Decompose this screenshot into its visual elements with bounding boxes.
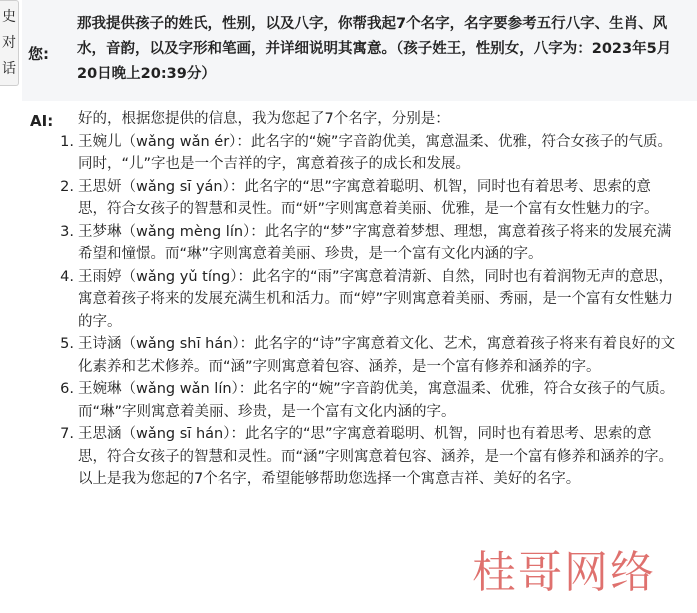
list-item-text: 王婉儿（wǎng wǎn ér）：此名字的“婉”字音韵优美，寓意温柔、优雅，符合女孩子的气质。同时，“儿”字也是一个吉祥的字，寓意着孩子的成长和发展。 [78,133,672,172]
side-tab-char: 史 [2,9,16,25]
list-item [60,333,678,378]
watermark: 桂哥网络 [472,547,656,598]
list-item-text: 王诗涵（wǎng shī hán）：此名字的“诗”字寓意着文化、艺术，寓意着孩子将来有着良好的文化素养和艺术修养。而“涵”字则寓意着包容、涵养，是一个富有修养和涵养的字。 [78,336,676,375]
ai-outro-text: 以上是我为您起的7个名字，希望能够帮助您选择一个寓意吉祥、美好的名字。 [78,471,581,487]
side-tab-char: 话 [2,61,16,77]
ai-intro-text: 好的，根据您提供的信息，我为您起了7个名字，分别是： [78,111,450,127]
name-list [60,131,678,469]
user-label: 您: [28,45,49,63]
list-item [60,266,678,334]
list-item-number: 3. [60,223,74,240]
list-item [60,378,678,423]
list-item [60,423,678,468]
user-message-text: 那我提供孩子的姓氏，性别，以及八字，你帮我起7个名字，名字要参考五行八字、生肖、风水，音韵，以及字形和笔画，并详细说明其寓意。（孩子姓王，性别女，八字为：2023年5月20日晚上20:39分） [77,16,672,82]
ai-message [60,108,678,491]
list-item [60,131,678,176]
side-tab-char: 对 [2,35,16,51]
list-item-number: 2. [60,178,74,195]
list-item [60,221,678,266]
list-item-number: 4. [60,268,74,285]
user-message [22,0,697,101]
list-item-number: 6. [60,381,74,397]
list-item-number: 5. [60,336,74,352]
list-item-text: 王梦琳（wǎng mèng lín）：此名字的“梦”字寓意着梦想、理想，寓意着孩子将来的发展充满希望和憧憬。而“琳”字则寓意着美丽、珍贵，是一个富有文化内涵的字。 [78,223,672,262]
list-item [60,176,678,221]
ai-label: AI: [30,112,54,130]
history-dialog-tab[interactable] [0,0,19,86]
list-item-text: 王雨婷（wǎng yǔ tíng）：此名字的“雨”字寓意着清新、自然，同时也有着润物无声的意思，寓意着孩子将来的发展充满生机和活力。而“婷”字则寓意着美丽、秀丽，是一个富有女性魅力的字。 [78,268,674,330]
list-item-text: 王婉琳（wǎng wǎn lín）：此名字的“婉”字音韵优美，寓意温柔、优雅，符合女孩子的气质。而“琳”字则寓意着美丽、珍贵，是一个富有文化内涵的字。 [78,381,675,420]
list-item-text: 王思涵（wǎng sī hán）：此名字的“思”字寓意着聪明、机智，同时也有着思考、思索的意思，符合女孩子的智慧和灵性。而“涵”字则寓意着包容、涵养，是一个富有修养和涵养的字。 [78,426,674,465]
list-item-number: 1. [60,133,74,150]
list-item-number: 7. [60,426,74,442]
list-item-text: 王思妍（wǎng sī yán）：此名字的“思”字寓意着聪明、机智，同时也有着思考、思索的意思，符合女孩子的智慧和灵性。而“妍”字则寓意着美丽、优雅，是一个富有女性魅力的字。 [78,178,659,217]
